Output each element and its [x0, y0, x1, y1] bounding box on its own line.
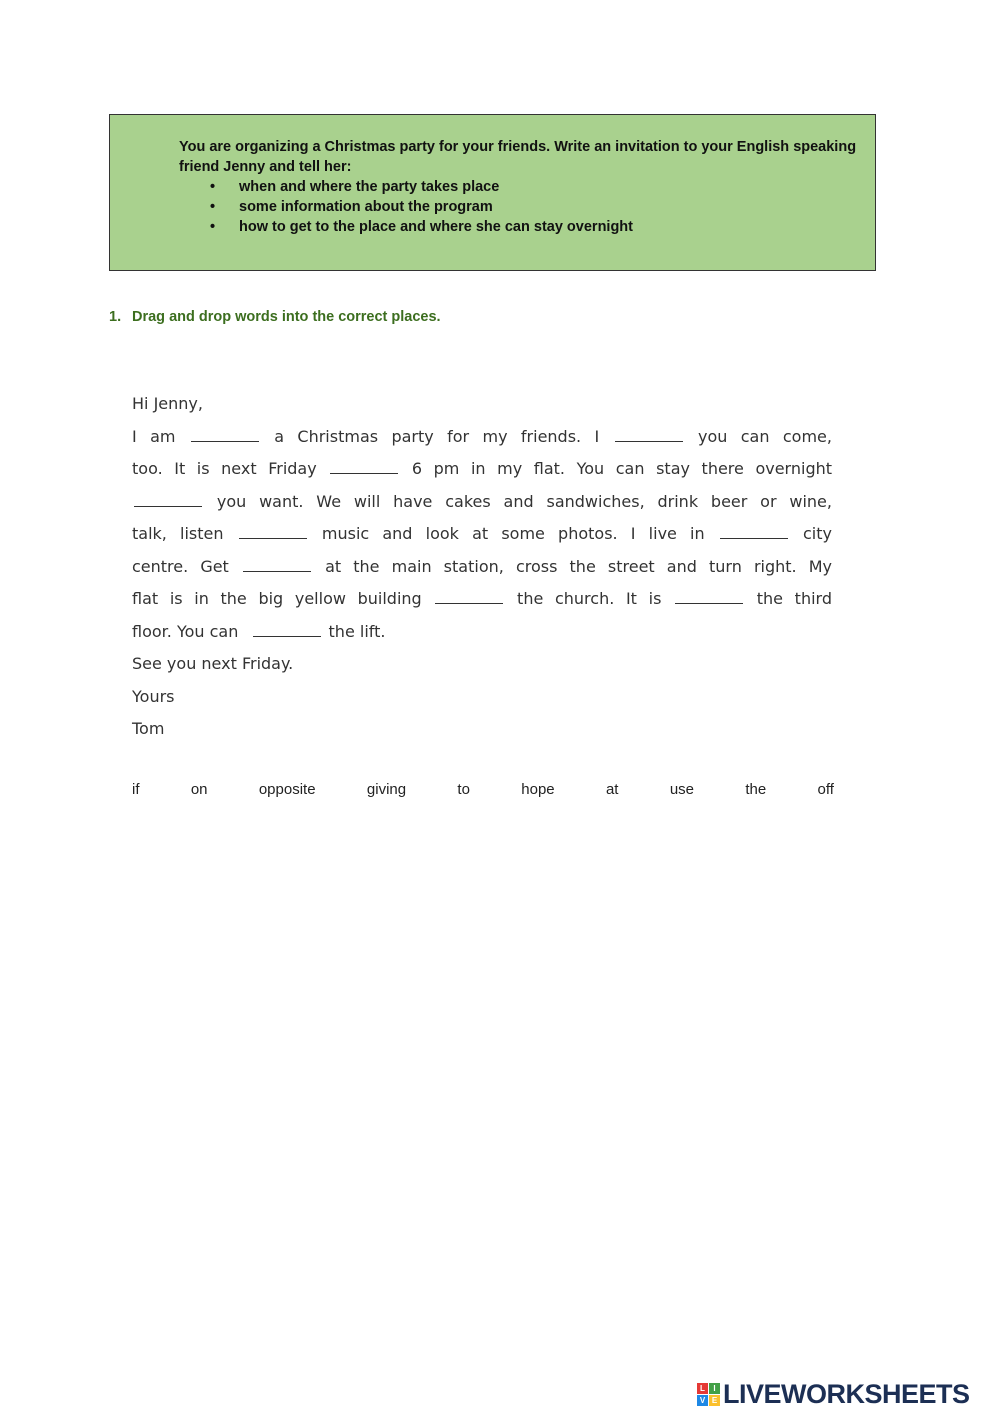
draggable-word[interactable]: off: [817, 781, 834, 798]
task-bullet: • how to get to the place and where she can stay overnight: [210, 219, 633, 235]
bullet-icon: •: [210, 179, 216, 195]
logo-block: L: [697, 1383, 708, 1394]
exercise-instruction: Drag and drop words into the correct places.: [132, 309, 441, 325]
bullet-icon: •: [210, 219, 216, 235]
word-bank: [132, 781, 834, 798]
drop-blank[interactable]: [243, 557, 311, 572]
liveworksheets-logo: [697, 1378, 970, 1410]
exercise-number: 1.: [109, 309, 122, 325]
drop-blank[interactable]: [253, 622, 321, 637]
letter-line: floor. You can the lift.: [132, 621, 386, 641]
logo-blocks-icon: [697, 1383, 720, 1406]
draggable-word[interactable]: to: [457, 781, 470, 798]
draggable-word[interactable]: at: [605, 781, 619, 798]
logo-text: LIVEWORKSHEETS: [723, 1378, 970, 1409]
letter-signature: Tom: [132, 719, 165, 738]
letter-line: flat is in the big yellow building the church. It is the third: [132, 589, 832, 608]
logo-block: V: [697, 1395, 708, 1406]
draggable-word[interactable]: on: [190, 781, 208, 798]
task-text: [179, 137, 871, 237]
drop-blank[interactable]: [720, 524, 788, 539]
draggable-word[interactable]: hope: [521, 781, 555, 798]
letter-line: you want. We will have cakes and sandwiches, drink beer or wine,: [132, 489, 832, 522]
task-bullet: • some information about the program: [210, 199, 493, 215]
logo-block: I: [709, 1383, 720, 1394]
task-bullet-list: [179, 177, 871, 237]
drop-blank[interactable]: [675, 589, 743, 604]
drop-blank[interactable]: [435, 589, 503, 604]
draggable-word[interactable]: opposite: [258, 781, 316, 798]
draggable-word[interactable]: use: [669, 781, 694, 798]
letter-line: I am a Christmas party for my friends. I you can come,: [132, 426, 832, 446]
task-intro: You are organizing a Christmas party for your friends. Write an invitation to your English speaking friend Jenny and tell her:: [179, 139, 857, 175]
logo-block: E: [709, 1395, 720, 1406]
draggable-word[interactable]: giving: [366, 781, 407, 798]
drop-blank[interactable]: [191, 427, 259, 442]
drop-blank[interactable]: [615, 427, 683, 442]
task-box: [109, 114, 876, 271]
letter-greeting: Hi Jenny,: [132, 394, 203, 413]
drop-blank[interactable]: [330, 459, 398, 474]
draggable-word[interactable]: the: [745, 781, 767, 798]
draggable-word[interactable]: if: [132, 781, 140, 798]
exercise-title: [109, 309, 441, 325]
drop-blank[interactable]: [239, 524, 307, 539]
task-bullet: • when and where the party takes place: [210, 179, 500, 195]
letter-signoff: Yours: [132, 686, 175, 706]
letter-line: centre. Get at the main station, cross the street and turn right. My: [132, 556, 833, 576]
drop-blank[interactable]: [134, 492, 202, 507]
bullet-icon: •: [210, 199, 216, 215]
letter-line: talk, listen music and look at some photos. I live in city: [132, 524, 832, 543]
letter: [132, 391, 832, 749]
letter-closing: See you next Friday.: [132, 654, 294, 673]
letter-line: too. It is next Friday 6 pm in my flat. You can stay there overnight: [132, 459, 833, 478]
